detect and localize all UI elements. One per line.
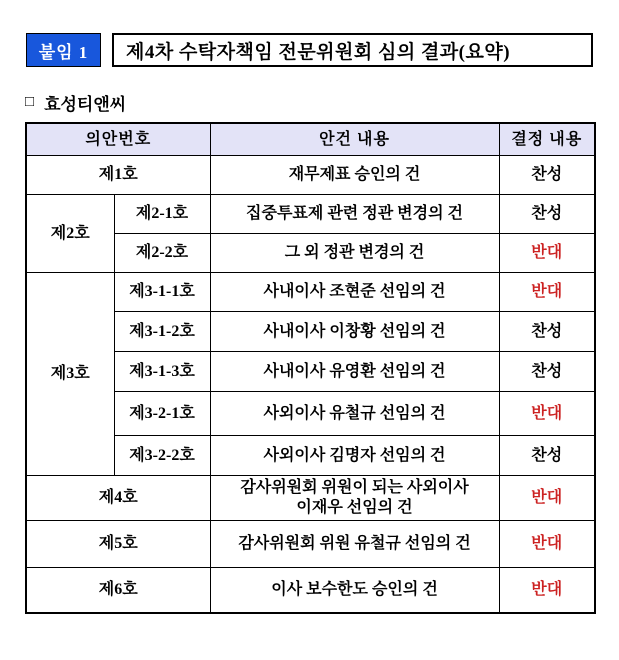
decision-cell: 찬성 xyxy=(499,312,595,352)
agenda-subno-cell: 제3-2-2호 xyxy=(114,436,210,476)
decision-cell: 반대 xyxy=(499,521,595,568)
agenda-no-cell: 제4호 xyxy=(26,476,210,521)
agenda-content-cell: 사내이사 유영환 선임의 건 xyxy=(210,352,499,392)
review-results-table xyxy=(25,122,596,614)
agenda-content-line: 감사위원회 위원이 되는 사외이사 xyxy=(240,479,469,496)
agenda-no-group-cell: 제3호 xyxy=(26,273,114,476)
agenda-no-cell: 제6호 xyxy=(26,568,210,613)
agenda-content-cell: 감사위원회 위원 유철규 선임의 건 xyxy=(210,521,499,568)
page-title: 제4차 수탁자책임 전문위원회 심의 결과(요약) xyxy=(112,33,593,67)
agenda-no-cell: 제5호 xyxy=(26,521,210,568)
agenda-content-cell: 이사 보수한도 승인의 건 xyxy=(210,568,499,613)
agenda-no-cell: 제1호 xyxy=(26,156,210,195)
decision-cell: 찬성 xyxy=(499,195,595,234)
agenda-content-cell xyxy=(210,476,499,521)
agenda-content-cell: 그 외 정관 변경의 건 xyxy=(210,234,499,273)
decision-cell: 반대 xyxy=(499,568,595,613)
table-row xyxy=(26,195,595,234)
company-name: 효성티앤씨 xyxy=(44,95,127,114)
agenda-no-group-cell: 제2호 xyxy=(26,195,114,273)
decision-cell: 반대 xyxy=(499,476,595,521)
decision-cell: 반대 xyxy=(499,392,595,436)
agenda-subno-cell: 제3-2-1호 xyxy=(114,392,210,436)
agenda-subno-cell: 제2-2호 xyxy=(114,234,210,273)
decision-cell: 찬성 xyxy=(499,156,595,195)
agenda-content-cell: 사외이사 유철규 선임의 건 xyxy=(210,392,499,436)
company-heading xyxy=(25,90,126,115)
agenda-content-cell: 사내이사 조현준 선임의 건 xyxy=(210,273,499,312)
agenda-content-cell: 사내이사 이창황 선임의 건 xyxy=(210,312,499,352)
agenda-subno-cell: 제3-1-1호 xyxy=(114,273,210,312)
table-row xyxy=(26,273,595,312)
agenda-content-cell: 재무제표 승인의 건 xyxy=(210,156,499,195)
decision-cell: 찬성 xyxy=(499,436,595,476)
agenda-content-cell: 사외이사 김명자 선임의 건 xyxy=(210,436,499,476)
col-header-agenda-no: 의안번호 xyxy=(26,123,210,156)
decision-cell: 반대 xyxy=(499,273,595,312)
document-header xyxy=(26,33,593,67)
table-row xyxy=(26,156,595,195)
col-header-agenda-content: 안건 내용 xyxy=(210,123,499,156)
agenda-subno-cell: 제2-1호 xyxy=(114,195,210,234)
agenda-subno-cell: 제3-1-2호 xyxy=(114,312,210,352)
decision-cell: 찬성 xyxy=(499,352,595,392)
attachment-badge: 붙임 1 xyxy=(26,33,101,67)
table-row xyxy=(26,476,595,521)
agenda-content-cell: 집중투표제 관련 정관 변경의 건 xyxy=(210,195,499,234)
table-row xyxy=(26,568,595,613)
table-row xyxy=(26,521,595,568)
col-header-decision: 결정 내용 xyxy=(499,123,595,156)
table-header-row xyxy=(26,123,595,156)
agenda-content-line: 이재우 선임의 건 xyxy=(296,499,413,516)
agenda-subno-cell: 제3-1-3호 xyxy=(114,352,210,392)
decision-cell: 반대 xyxy=(499,234,595,273)
square-bullet-icon: □ xyxy=(25,94,35,110)
